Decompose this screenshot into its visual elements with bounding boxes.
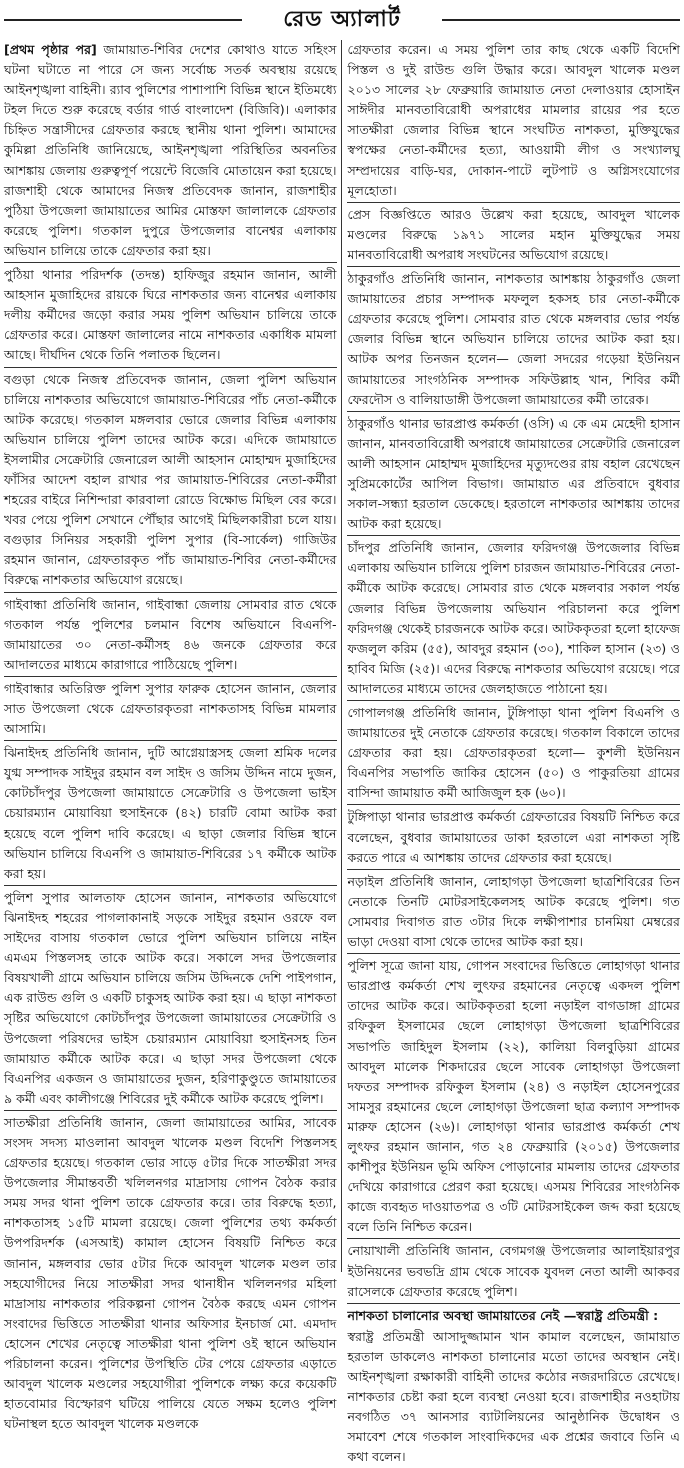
article-paragraph: গোপালগঞ্জ প্রতিনিধি জানান, টুঙ্গিপাড়া থানা পুলিশ বিএনপি ও জামায়াতের দুই নেতাকে গ্রেফতার করেছে। গতকাল বিকালে তাদের গ্রেফতার করা হয়। গ্রেফতারকৃতরা হলো— কুশলী ইউনিয়ন বিএনপির সভাপতি জাকির হোসেন (৫০) ও পাকুরতিয়া গ্রামের বাসিন্দা জামায়াত কর্মী আজিজুল হক (৬০)। [347, 705, 680, 801]
paragraph-divider [347, 1238, 680, 1239]
article-paragraph: নড়াইল প্রতিনিধি জানান, লোহাগড়া উপজেলা ছাত্রশিবিরের তিন নেতাকে তিনটি মোটরসাইকেলসহ আটক করেছে পুলিশ। গত সোমবার দিবাগত রাত ৩টার দিকে লক্ষীপাশার চানমিয়া মেম্বরের ভাড়া দেওয়া বাসা থেকে তাদের আটক করা হয়। [347, 873, 680, 950]
article-paragraph: ঠাকুরগাঁও থানার ভারপ্রাপ্ত কর্মকর্তা (ওসি) এ কে এম মেহেদী হাসান জানান, মানবতাবিরোধী অপরাধে জামায়াতের সেক্রেটারি জেনারেল আলী আহসান মোহাম্মদ মুজাহিদের মৃত্যুদণ্ডের রায় বহাল রেখেছেন সুপ্রিমকোর্টের আপিল বিভাগ। জামায়াত এর প্রতিবাদে বুধবার সকাল-সন্ধ্যা হরতাল ডেকেছে। হরতালে নাশকতার আশঙ্কায় তাদের আটক করা হয়েছে। [347, 415, 680, 532]
paragraph-divider [347, 700, 680, 701]
page-header [4, 0, 680, 38]
article-paragraph: বগুড়া থেকে নিজস্ব প্রতিবেদক জানান, জেলা পুলিশ অভিযান চালিয়ে নাশকতার অভিযোগে জামায়াত-শিবিরের পাঁচ নেতা-কর্মীকে আটক করেছে। গতকাল মঙ্গলবার ভোরে জেলার বিভিন্ন এলাকায় অভিযান চালিয়ে পুলিশ তাদের আটক করে। এদিকে জামায়াতে ইসলামীর সেক্রেটারি জেনারেল আলী আহসান মোহাম্মদ মুজাহিদের ফাঁসির আদেশ বহাল রাখার পর জামায়াত-শিবিরের নেতা-কর্মীরা শহরের বাইরে নিশিন্দারা কারবালা রোডে বিক্ষোভ মিছিল বের করে। খবর পেয়ে পুলিশ সেখানে পৌঁছার আগেই মিছিলকারীরা চলে যায়। বগুড়ার সিনিয়র সহকারী পুলিশ সুপার (বি-সার্কেল) গাজিউর রহমান জানান, গ্রেফতারকৃত পাঁচ জামায়াত-শিবির নেতা-কর্মীদের বিরুদ্ধে নাশকতার অভিযোগ রয়েছে। [4, 371, 337, 588]
paragraph-divider [347, 869, 680, 870]
article-body [4, 40, 680, 1465]
section-title: রেড অ্যালার্ট [283, 7, 401, 32]
paragraph-divider [4, 676, 337, 677]
paragraph-divider [4, 885, 337, 886]
paragraph-divider [347, 411, 680, 412]
subheading [347, 1306, 680, 1327]
paragraph-divider [347, 202, 680, 203]
article-paragraph: ঝিনাইদহ প্রতিনিধি জানান, দুটি আগ্নেয়াস্ত্রসহ জেলা শ্রমিক দলের যুগ্ম সম্পাদক সাইদুর রহমান বল সাইদ ও জসিম উদ্দিন নামে দুজন, কোটচাঁদপুর উপজেলা জামায়াতে সেক্রেটারি ও উপজেলা ভাইস চেয়ারম্যান মোয়াবিয়া হুসাইনকে (৪২) চারটি বোমা আটক করা হয়েছে বলে পুলিশ দাবি করেছে। এ ছাড়া জেলার বিভিন্ন স্থানে অভিযান চালিয়ে বিএনপি ও জামায়াত-শিবিরের ১৭ কর্মীকে আটক করা হয়। [4, 745, 337, 881]
subheading-attribution: —স্বরাষ্ট্র প্রতিমন্ত্রী : [559, 1307, 659, 1323]
article-paragraph: প্রেস বিজ্ঞপ্তিতে আরও উল্লেখ করা হয়েছে, আবদুল খালেক মণ্ডলের বিরুদ্ধে ১৯৭১ সালের মহান মুক্তিযুদ্ধের সময় মানবতাবিরোধী অপরাধ সংঘটনের অভিযোগ রয়েছে। [347, 206, 680, 262]
article-paragraph: স্বরাষ্ট্র প্রতিমন্ত্রী আসাদুজ্জামান খান কামাল বলেছেন, জামায়াত হরতাল ডাকলেও নাশকতা চালানোর মতো তাদের অবস্থান নেই। আইনশৃঙ্খলা রক্ষাকারী বাহিনী তাদের কঠোর নজরদারিতে রেখেছে। নাশকতার চেষ্টা করা হলে ব্যবস্থা নেওয়া হবে। রাজশাহীর নওহাটায় নবগঠিত ৩৭ আনসার ব্যাটালিয়নের আনুষ্ঠানিক উদ্বোধন ও সমাবেশ শেষে গতকাল সাংবাদিকদের এক প্রশ্নের জবাবে তিনি এ কথা বলেন। [347, 1328, 680, 1465]
paragraph-divider [347, 266, 680, 267]
header-rule-right [442, 19, 680, 21]
article-paragraph: টুঙ্গিপাড়া থানার ভারপ্রাপ্ত কর্মকর্তা গ্রেফতারের বিষয়টি নিশ্চিত করে বলেছেন, বুধবার জামায়াতের ডাকা হরতালে এরা নাশকতা সৃষ্টি করতে পারে এ আশঙ্কায় তাদের গ্রেফতার করা হয়েছে। [347, 809, 680, 865]
paragraph-divider [4, 367, 337, 368]
article-paragraph [4, 40, 337, 262]
paragraph-divider [4, 592, 337, 593]
article-paragraph: নোয়াখালী প্রতিনিধি জানান, বেগমগঞ্জ উপজেলার আলাইয়ারপুর ইউনিয়নের ভবভদ্রি গ্রাম থেকে সাবেক যুবদল নেতা আলী আকবর রাসেলকে গ্রেফতার করেছে পুলিশ। [347, 1243, 680, 1299]
article-paragraph: গাইবান্ধার অতিরিক্ত পুলিশ সুপার ফারুক হোসেন জানান, জেলার সাত উপজেলা থেকে গ্রেফতারকৃতরা নাশকতাসহ বিভিন্ন মামলার আসামি। [4, 680, 337, 737]
paragraph-divider [347, 953, 680, 954]
article-paragraph: পুলিশ সুপার আলতাফ হোসেন জানান, নাশকতার অভিযোগে ঝিনাইদহ শহরের পাগলাকানাই সড়কে সাইদুর রহমান ওরফে বল সাইদের বাসায় গতকাল ভোরে পুলিশ অভিযান চালিয়ে নাইন এমএম পিস্তলসহ তাকে আটক করে। সকালে সদর উপজেলার বিষয়খালী গ্রামে অভিযান চালিয়ে জসিম উদ্দিনকে দেশি পাইপগান, এক রাউন্ড গুলি ও একটি চাকুসহ আটক করা হয়। এ ছাড়া নাশকতা সৃষ্টির অভিযোগে কোটচাঁদপুর উপজেলা জামায়াতের সেক্রেটারি ও উপজেলা পরিষদের ভাইস চেয়ারম্যান মোয়াবিয়া হুসাইনসহ তিন জামায়াত কর্মীকে আটক করে। এ ছাড়া সদর উপজেলা থেকে বিএনপির একজন ও জামায়াতের দুজন, হরিণাকুণ্ডুতে জামায়াতের ৯ কর্মী এবং কালীগঞ্জে শিবিরের দুই কর্মীকে আটক করেছে পুলিশ। [4, 889, 337, 1106]
paragraph-divider [4, 262, 337, 263]
paragraph-divider [4, 1110, 337, 1111]
paragraph-text: জামায়াত-শিবির দেশের কোথাও যাতে সহিংস ঘটনা ঘটাতে না পারে সে জন্য সর্বোচ্চ সতর্ক অবস্থায় রয়েছে আইনশৃঙ্খলা বাহিনী। র‍্যাব পুলিশের পাশাপাশি বিভিন্ন স্থানে ইতিমধ্যে টহল দিতে শুরু করেছে বর্ডার গার্ড বাংলাদেশ (বিজিবি)। এলাকার চিহ্নিত সন্ত্রাসীদের গ্রেফতার করছে স্থানীয় থানা পুলিশ। আমাদের কুমিল্লা প্রতিনিধি জানিয়েছে, আইনশৃঙ্খলা পরিস্থিতির অবনতির আশঙ্কায় জেলায় গুরুত্বপূর্ণ পয়েন্টে বিজেবি মোতায়েন করা হয়েছে। রাজশাহী থেকে আমাদের নিজস্ব প্রতিবেদক জানান, রাজশাহীর পুঠিয়া উপজেলা জামায়াতের আমির মোস্তফা জালালকে গ্রেফতার করেছে পুলিশ। গতকাল দুপুরে উপজেলার বানেশ্বর এলাকায় অভিযান চালিয়ে তাকে গ্রেফতার করা হয়। [4, 42, 337, 258]
article-paragraph: সাতক্ষীরা প্রতিনিধি জানান, জেলা জামায়াতের আমির, সাবেক সংসদ সদস্য মাওলানা আবদুল খালেক মণ্ডল বিদেশি পিস্তলসহ গ্রেফতার হয়েছে। গতকাল ভোর সাড়ে ৫টার দিকে সাতক্ষীরা সদর উপজেলার সীমান্তবর্তী খলিলনগর মাদ্রাসায় গোপন বৈঠক করার সময় সদর থানা পুলিশ তাকে গ্রেফতার করে। তার বিরুদ্ধে হত্যা, নাশকতাসহ ১৫টি মামলা রয়েছে। জেলা পুলিশের তথ্য কর্মকর্তা উপপরিদর্শক (এসআই) কামাল হোসেন বিষয়টি নিশ্চিত করে জানান, মঙ্গলবার ভোর ৫টার দিকে আবদুল খালেক মণ্ডল তার সহযোগীদের নিয়ে সাতক্ষীরা সদর থানাধীন খলিলনগর মহিলা মাদ্রাসায় নাশকতার পরিকল্পনা গোপন বৈঠক করছে এমন গোপন সংবাদের ভিত্তিতে সাতক্ষীরা থানার অফিসার ইনচার্জ মো. এমদাদ হোসেন শেখের নেতৃত্বে সাতক্ষীরা থানা পুলিশ ওই স্থানে অভিযান পরিচালনা করেন। পুলিশের উপস্থিতি টের পেয়ে গ্রেফতার এড়াতে আবদুল খালেক মণ্ডলের সহযোগীরা পুলিশকে লক্ষ্য করে কয়েকটি হাতবোমার বিস্ফোরণ ঘটিয়ে পালিয়ে যেতে সক্ষম হলেও পুলিশ ঘটনাস্থল হতে আবদুল খালেক মণ্ডলকে [4, 1114, 337, 1432]
article-paragraph: চাঁদপুর প্রতিনিধি জানান, জেলার ফরিদগঞ্জ উপজেলার বিভিন্ন এলাকায় অভিযান চালিয়ে পুলিশ চারজন জামায়াত-শিবিরের নেতা-কর্মীকে আটক করেছে। সোমবার রাত থেকে মঙ্গলবার সকাল পর্যন্ত জেলার বিভিন্ন উপজেলায় অভিযান পরিচালনা করে পুলিশ ফরিদগঞ্জ থেকেই চারজনকে আটক করে। আটককৃতরা হলো হাফেজ ফজলুল করিম (৫৫), আবদুর রহমান (৩০), শাকিল হাসান (২৩) ও হাবিব মিজি (২৫)। এদের বিরুদ্ধে নাশকতার অভিযোগ রয়েছে। পরে আদালতের মাধ্যমে তাদের জেলহাজতে পাঠানো হয়। [347, 540, 680, 696]
article-paragraph: পুলিশ সূত্রে জানা যায়, গোপন সংবাদের ভিত্তিতে লোহাগড়া থানার ভারপ্রাপ্ত কর্মকর্তা শেখ লুৎফর রহমানের নেতৃত্বে একদল পুলিশ তাদের আটক করে। আটককৃতরা হলো নড়াইল বাগডাঙ্গা গ্রামের রফিকুল ইসলামের ছেলে লোহাগড়া উপজেলা ছাত্রশিবিরের সভাপতি জাহিদুল ইসলাম (২২), কালিয়া বিলবুড়িয়া গ্রামের আবদুল মালেক শিকদারের ছেলে সাবেক লোহাগড়া উপজেলা দফতর সম্পাদক রফিকুল ইসলাম (২৪) ও নড়াইল হোসেনপুরের সামসুর রহমানের ছেলে লোহাগড়া উপজেলা ছাত্র কল্যাণ সম্পাদক মারুফ হোসেন (২৬)। লোহাগড়া থানার ভারপ্রাপ্ত কর্মকর্তা শেখ লুৎফর রহমান জানান, গত ২৪ ফেব্রুয়ারি (২০১৫) উপজেলার কাশীপুর ইউনিয়ন ভূমি অফিস পোড়ানোর মামলায় তাদের গ্রেফতার দেখিয়ে কারাগারে প্রেরণ করা হয়েছে। এসময় শিবিরের সাংগঠনিক কাজে ব্যবহৃত দাওয়াতপত্র ও ৩টি মোটরসাইকেল জব্দ করা হয়েছে বলে তিনি নিশ্চিত করেন। [347, 958, 680, 1235]
paragraph-divider [347, 1303, 680, 1304]
article-paragraph: পুঠিয়া থানার পরিদর্শক (তদন্ত) হাফিজুর রহমান জানান, আলী আহসান মুজাহিদের রায়কে ঘিরে নাশকতার জন্য বানেশ্বর এলাকায় দলীয় কর্মীদের জড়ো করার সময় পুলিশ অভিযান চালিয়ে তাকে গ্রেফতার করে। মোস্তফা জালালের নামে নাশকতার একাধিক মামলা আছে। দীর্ঘদিন থেকে তিনি পলাতক ছিলেন। [4, 267, 337, 363]
subheading-bold: নাশকতা চালানোর অবস্থা জামায়াতের নেই [347, 1307, 560, 1323]
paragraph-divider [347, 804, 680, 805]
article-paragraph: ঠাকুরগাঁও প্রতিনিধি জানান, নাশকতার আশঙ্কায় ঠাকুরগাঁও জেলা জামায়াতের প্রচার সম্পাদক মফলুল হকসহ চার নেতা-কর্মীকে গ্রেফতার করেছে পুলিশ। সোমবার রাত থেকে মঙ্গলবার ভোর পর্যন্ত জেলার বিভিন্ন স্থানে অভিযান চালিয়ে তাদের আটক করা হয়। আটক অপর তিনজন হলেন— জেলা সদরের গড়েয়া ইউনিয়ন জামায়াতের সাংগঠনিক সম্পাদক সফিউল্লাহ খান, শিবির কর্মী ফেরদৌস ও বালিয়াডাঙ্গী উপজেলা জামায়াতের কর্মী তারেক। [347, 271, 680, 407]
article-paragraph: গ্রেফতার করেন। এ সময় পুলিশ তার কাছ থেকে একটি বিদেশি পিস্তল ও দুই রাউন্ড গুলি উদ্ধার করে। আবদুল খালেক মণ্ডল ২০১৩ সালের ২৮ ফেব্রুয়ারি জামায়াত নেতা দেলাওয়ার হোসাইন সাঈদীর মানবতাবিরোধী অপরাধের মামলার রায়ের পর হতে সাতক্ষীরা জেলার বিভিন্ন স্থানে সংঘটিত নাশকতা, মুক্তিযুদ্ধের স্বপক্ষের নেতা-কর্মীদের হত্যা, আওয়ামী লীগ ও সংখ্যালঘু সম্প্রদায়ের বাড়ি-ঘর, দোকান-পাটে লুটপাট ও অগ্নিসংযোগের মূলহোতা। [347, 42, 680, 198]
left-column [4, 40, 341, 1432]
paragraph-divider [4, 740, 337, 741]
paragraph-divider [347, 535, 680, 536]
article-paragraph: গাইবান্ধা প্রতিনিধি জানান, গাইবান্ধা জেলায় সোমবার রাত থেকে গতকাল পর্যন্ত পুলিশের চলমান বিশেষ অভিযানে বিএনপি-জামায়াতের ৩০ নেতা-কর্মীসহ ৪৬ জনকে গ্রেফতার করে আদালতের মাধ্যমে কারাগারে পাঠিয়েছে পুলিশ। [4, 596, 337, 672]
continuation-label: [প্রথম পৃষ্ঠার পর] [4, 42, 97, 57]
right-column [341, 40, 680, 1465]
